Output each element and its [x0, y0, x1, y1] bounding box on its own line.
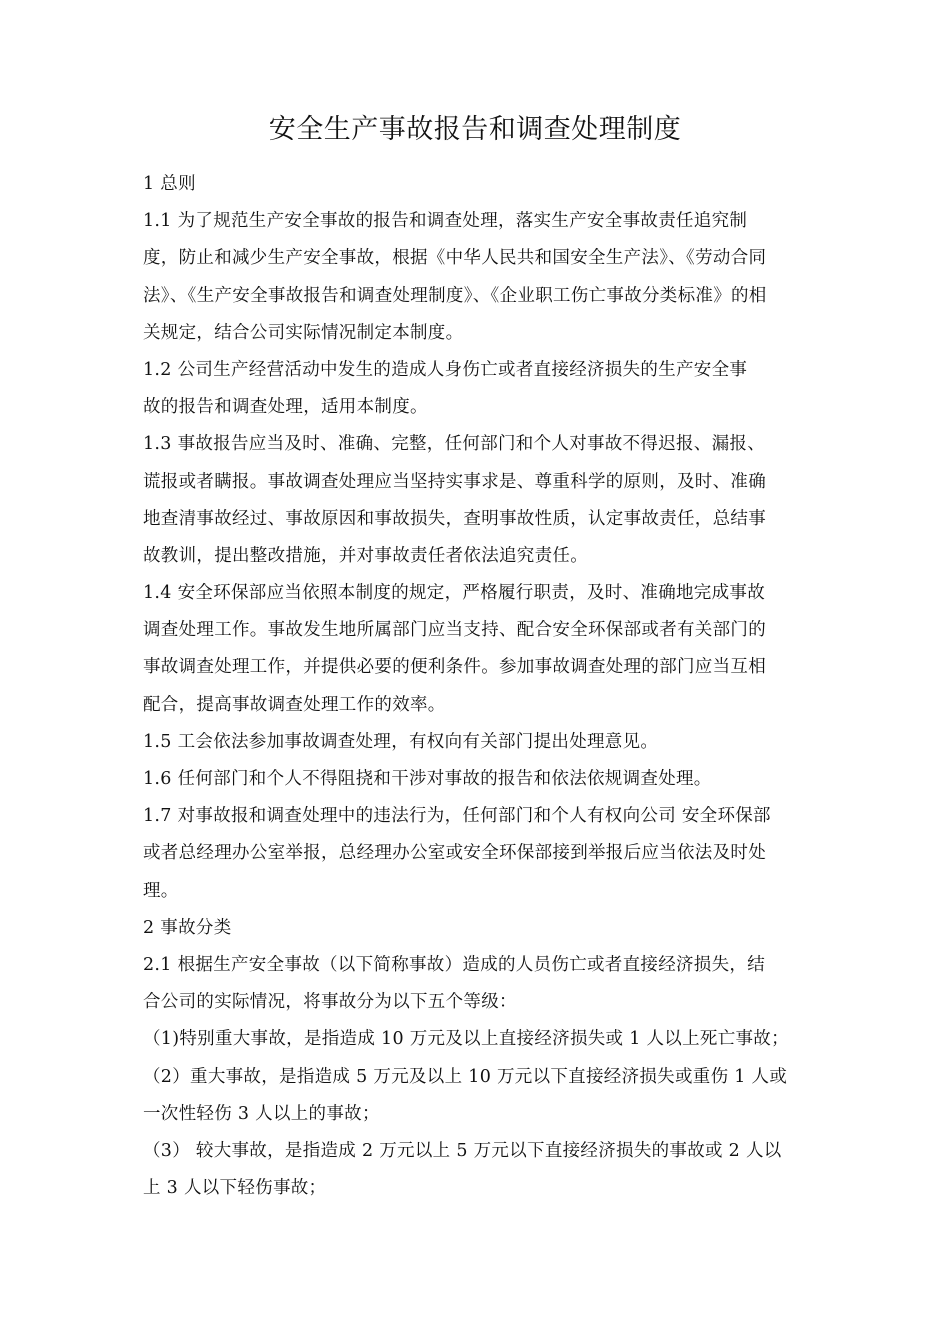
section-heading: 2 事故分类	[143, 917, 232, 938]
paragraph-line: 2.1 根据生产安全事故（以下简称事故）造成的人员伤亡或者直接经济损失，结	[143, 954, 765, 975]
section-heading: 1 总则	[143, 174, 196, 194]
paragraph-line: 1.1 为了规范生产安全事故的报告和调查处理，落实生产安全事故责任追究制	[143, 211, 748, 232]
paragraph-line: 合公司的实际情况，将事故分为以下五个等级：	[143, 992, 517, 1013]
paragraph-line: 配合，提高事故调查处理工作的效率。	[143, 694, 446, 715]
list-item-line: （1)特别重大事故，是指造成 10 万元及以上直接经济损失或 1 人以上死亡事故；	[143, 1029, 789, 1050]
paragraph-line: 理。	[143, 880, 179, 901]
list-item-line: 上 3 人以下轻伤事故；	[143, 1178, 327, 1199]
document-body	[143, 166, 815, 1207]
paragraph-line: 调查处理工作。事故发生地所属部门应当支持、配合安全环保部或者有关部门的	[143, 620, 766, 641]
paragraph-line: 度，防止和减少生产安全事故，根据《中华人民共和国安全生产法》、《劳动合同	[143, 248, 767, 269]
paragraph-line: 地查清事故经过、事故原因和事故损失，查明事故性质，认定事故责任，总结事	[143, 508, 766, 529]
paragraph-line: 1.3 事故报告应当及时、准确、完整，任何部门和个人对事故不得迟报、漏报、	[143, 434, 765, 455]
paragraph-line: 1.5 工会依法参加事故调查处理，有权向有关部门提出处理意见。	[143, 731, 659, 752]
paragraph-line: 故的报告和调查处理，适用本制度。	[143, 397, 428, 418]
list-item-line: （2）重大事故，是指造成 5 万元及以上 10 万元以下直接经济损失或重伤 1 人或	[143, 1066, 788, 1087]
document-title: 安全生产事故报告和调查处理制度	[268, 114, 682, 145]
paragraph-line: 1.6 任何部门和个人不得阻挠和干涉对事故的报告和依法依规调查处理。	[143, 769, 712, 789]
paragraph-line: 故教训，提出整改措施，并对事故责任者依法追究责任。	[143, 545, 588, 566]
paragraph-line: 事故调查处理工作，并提供必要的便利条件。参加事故调查处理的部门应当互相	[143, 657, 766, 678]
paragraph-line: 谎报或者瞒报。事故调查处理应当坚持实事求是、尊重科学的原则，及时、准确	[143, 471, 766, 492]
paragraph-line: 1.7 对事故报和调查处理中的违法行为，任何部门和个人有权向公司 安全环保部	[143, 806, 771, 827]
paragraph-line: 法》、《生产安全事故报告和调查处理制度》、《企业职工伤亡事故分类标准》的相	[143, 285, 767, 306]
paragraph-line: 1.4 安全环保部应当依照本制度的规定，严格履行职责，及时、准确地完成事故	[143, 583, 765, 604]
list-item-line: （3） 较大事故，是指造成 2 万元以上 5 万元以下直接经济损失的事故或 2 人以	[143, 1140, 782, 1161]
paragraph-line: 1.2 公司生产经营活动中发生的造成人身伤亡或者直接经济损失的生产安全事	[143, 359, 748, 380]
paragraph-line: 或者总经理办公室举报，总经理办公室或安全环保部接到举报后应当依法及时处	[143, 843, 766, 864]
list-item-line: 一次性轻伤 3 人以上的事故；	[143, 1103, 380, 1124]
paragraph-line: 关规定，结合公司实际情况制定本制度。	[143, 322, 464, 343]
